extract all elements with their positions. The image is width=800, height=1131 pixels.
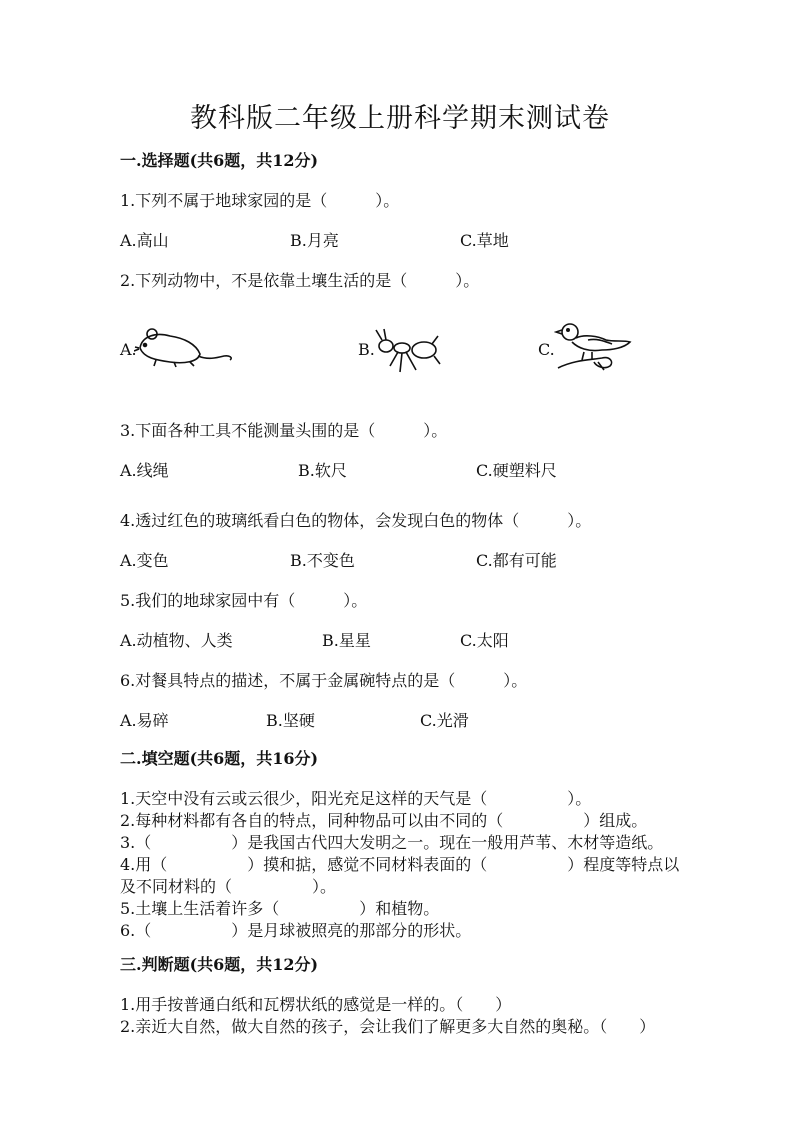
fill-line-6: 6.（ ）是月球被照亮的那部分的形状。 — [120, 921, 472, 940]
option-5c: C.太阳 — [460, 631, 509, 650]
option-3c: C.硬塑料尺 — [476, 461, 557, 480]
option-2a: A. — [120, 340, 137, 359]
fill-line-4: 4.用（ ）摸和掂，感觉不同材料表面的（ ）程度等特点以 — [120, 855, 680, 874]
mouse-icon — [134, 322, 238, 372]
judge-line-1: 1.用手按普通白纸和瓦楞状纸的感觉是一样的。（ ） — [120, 995, 512, 1014]
option-1a: A.高山 — [120, 231, 169, 250]
option-6a: A.易碎 — [120, 711, 169, 730]
option-1c: C.草地 — [460, 231, 509, 250]
bird-icon — [554, 318, 634, 374]
fill-line-3: 3.（ ）是我国古代四大发明之一。现在一般用芦苇、木材等造纸。 — [120, 833, 664, 852]
option-1b: B.月亮 — [290, 231, 339, 250]
fill-line-4-cont: 及不同材料的（ ）。 — [120, 877, 337, 896]
option-5b: B.星星 — [322, 631, 371, 650]
option-6c: C.光滑 — [420, 711, 469, 730]
question-4: 4.透过红色的玻璃纸看白色的物体，会发现白色的物体（ ）。 — [120, 511, 592, 530]
page-title: 教科版二年级上册科学期末测试卷 — [190, 103, 610, 134]
option-3a: A.线绳 — [120, 461, 169, 480]
section-heading-fill: 二.填空题(共6题，共16分) — [120, 749, 319, 768]
section-heading-choice: 一.选择题(共6题，共12分) — [120, 151, 319, 170]
section-heading-judge: 三.判断题(共6题，共12分) — [120, 955, 319, 974]
option-2c: C. — [538, 340, 555, 359]
ant-icon — [372, 326, 444, 376]
option-4a: A.变色 — [120, 551, 169, 570]
option-3b: B.软尺 — [298, 461, 347, 480]
fill-line-1: 1.天空中没有云或云很少，阳光充足这样的天气是（ ）。 — [120, 789, 592, 808]
option-4c: C.都有可能 — [476, 551, 557, 570]
option-2b: B. — [358, 340, 375, 359]
fill-line-5: 5.土壤上生活着许多（ ）和植物。 — [120, 899, 440, 918]
option-6b: B.坚硬 — [266, 711, 315, 730]
question-5: 5.我们的地球家园中有（ ）。 — [120, 591, 368, 610]
question-1: 1.下列不属于地球家园的是（ ）。 — [120, 191, 400, 210]
fill-line-2: 2.每种材料都有各自的特点，同种物品可以由不同的（ ）组成。 — [120, 811, 648, 830]
question-6: 6.对餐具特点的描述，不属于金属碗特点的是（ ）。 — [120, 671, 528, 690]
option-4b: B.不变色 — [290, 551, 355, 570]
judge-line-2: 2.亲近大自然，做大自然的孩子，会让我们了解更多大自然的奥秘。（ ） — [120, 1017, 656, 1036]
option-5a: A.动植物、人类 — [120, 631, 233, 650]
question-2: 2.下列动物中，不是依靠土壤生活的是（ ）。 — [120, 271, 480, 290]
question-3: 3.下面各种工具不能测量头围的是（ ）。 — [120, 421, 448, 440]
